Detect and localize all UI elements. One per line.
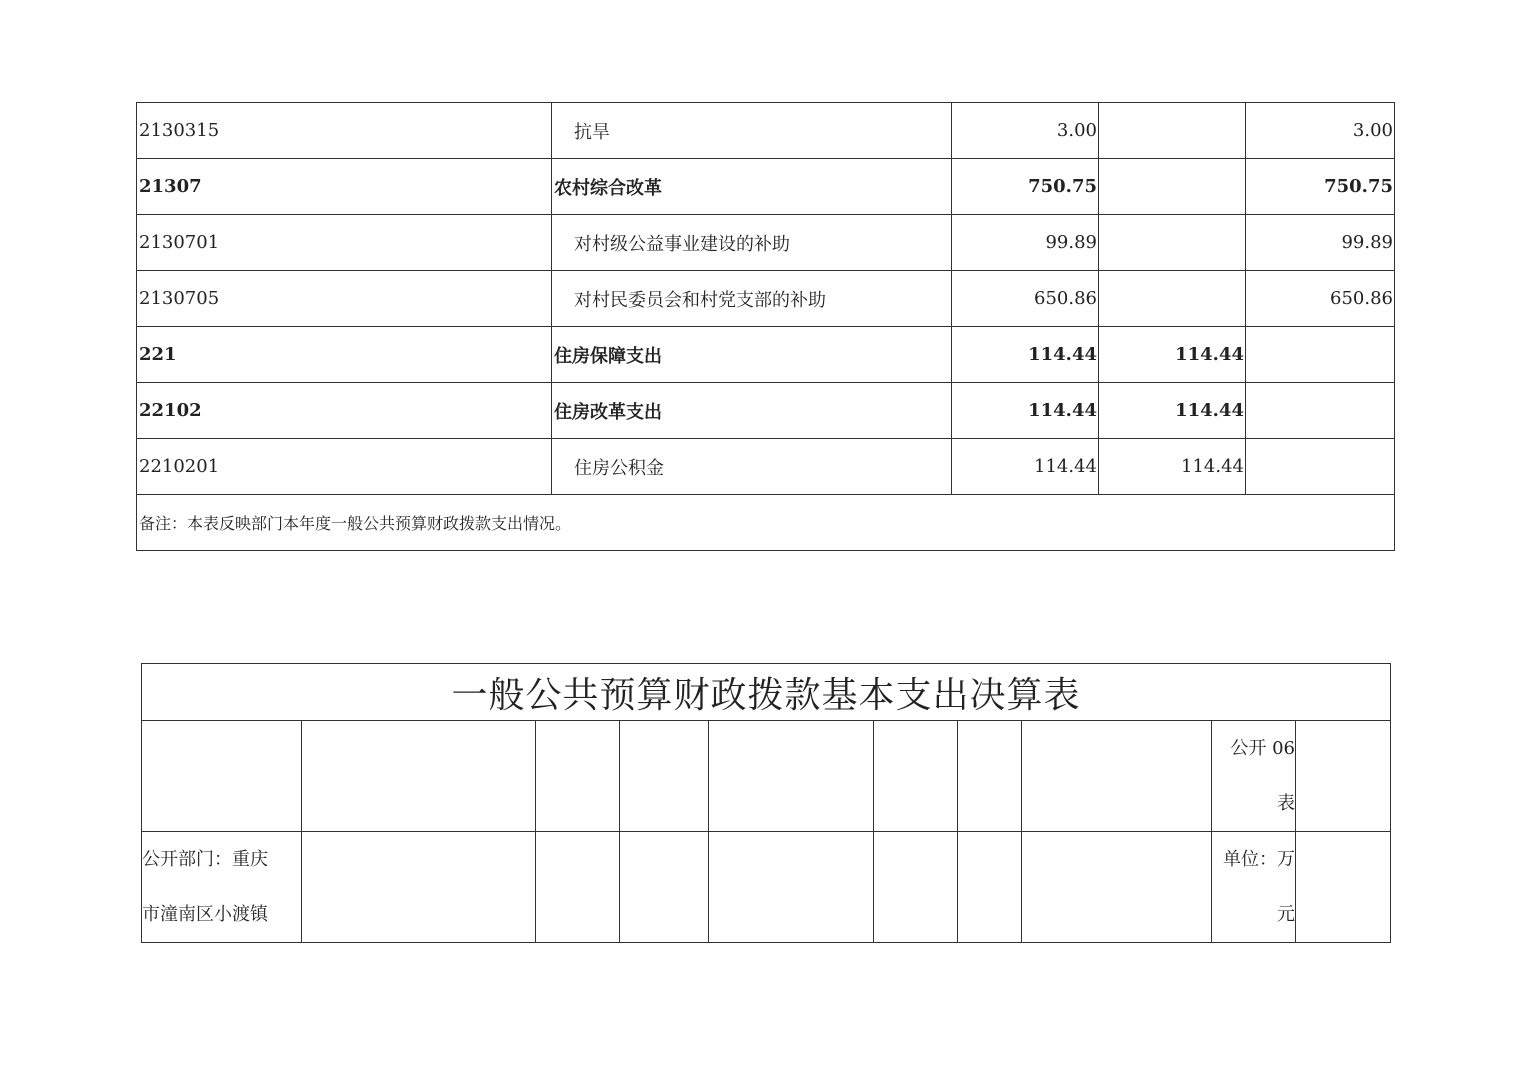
project-amount [1246,383,1395,439]
table-row [137,327,1395,383]
account-code: 221 [137,327,552,383]
project-amount: 3.00 [1246,103,1395,159]
project-amount: 650.86 [1246,271,1395,327]
total-amount: 114.44 [952,383,1099,439]
basic-expenditure-table [141,663,1391,943]
account-name: 对村民委员会和村党支部的补助 [552,271,952,327]
account-code: 2130315 [137,103,552,159]
account-name: 抗旱 [552,103,952,159]
account-code: 2130701 [137,215,552,271]
unit-label [1212,832,1296,943]
table-row [137,439,1395,495]
note-row [137,495,1395,551]
account-name: 农村综合改革 [552,159,952,215]
dept-unit-row [142,832,1391,943]
public-department [142,832,302,943]
project-amount: 750.75 [1246,159,1395,215]
account-name: 住房保障支出 [552,327,952,383]
form-number-line2: 表 [1277,793,1295,814]
account-code: 2210201 [137,439,552,495]
account-code: 2130705 [137,271,552,327]
basic-amount [1099,215,1246,271]
table-row [137,103,1395,159]
department-line1: 公开部门：重庆 [142,849,268,870]
unit-line2: 元 [1277,904,1295,925]
form-number-line1: 公开 06 [1230,738,1295,759]
project-amount [1246,439,1395,495]
total-amount: 750.75 [952,159,1099,215]
basic-amount: 114.44 [1099,383,1246,439]
form-number [1212,721,1296,832]
basic-amount [1099,271,1246,327]
total-amount: 99.89 [952,215,1099,271]
basic-amount [1099,103,1246,159]
project-amount [1246,327,1395,383]
table-row [137,159,1395,215]
department-line2: 市潼南区小渡镇 [142,904,268,925]
total-amount: 3.00 [952,103,1099,159]
basic-amount: 114.44 [1099,327,1246,383]
table-title: 一般公共预算财政拨款基本支出决算表 [142,664,1391,721]
table-row [137,271,1395,327]
unit-line1: 单位：万 [1223,849,1295,870]
project-amount: 99.89 [1246,215,1395,271]
account-name: 住房公积金 [552,439,952,495]
form-number-row [142,721,1391,832]
expenditure-detail-table [136,102,1395,551]
account-code: 21307 [137,159,552,215]
total-amount: 114.44 [952,327,1099,383]
table-row [137,215,1395,271]
total-amount: 114.44 [952,439,1099,495]
account-name: 对村级公益事业建设的补助 [552,215,952,271]
account-code: 22102 [137,383,552,439]
table-note: 备注：本表反映部门本年度一般公共预算财政拨款支出情况。 [137,495,1395,551]
account-name: 住房改革支出 [552,383,952,439]
expenditure-detail-body [137,103,1395,495]
basic-amount [1099,159,1246,215]
total-amount: 650.86 [952,271,1099,327]
table-row [137,383,1395,439]
basic-amount: 114.44 [1099,439,1246,495]
